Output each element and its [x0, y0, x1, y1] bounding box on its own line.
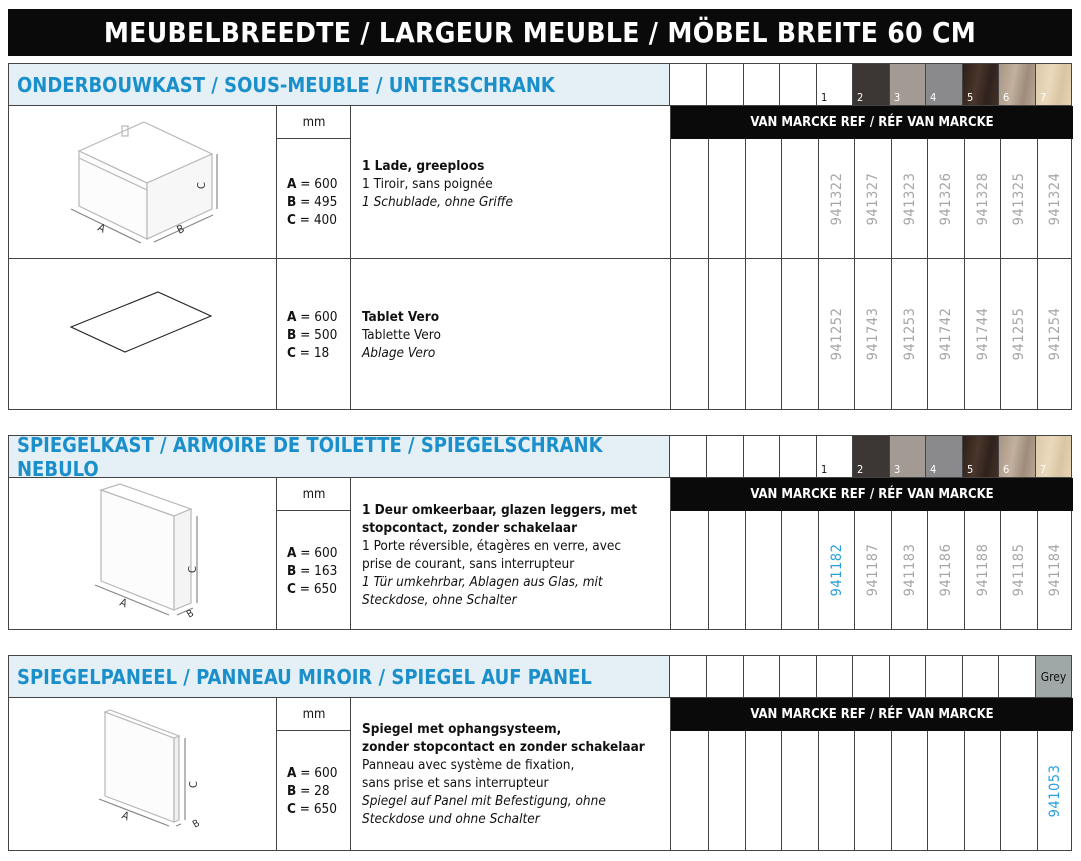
- ref-column-1: [818, 511, 854, 629]
- product-description: [362, 157, 513, 211]
- ref-column-7: [1037, 259, 1072, 409]
- empty-column: [891, 731, 892, 850]
- color-swatch-5: 5: [963, 435, 999, 478]
- color-swatch-2: 2: [853, 435, 890, 478]
- color-swatch-1: 1: [817, 63, 853, 106]
- desc-de: Steckdose und ohne Schalter: [362, 811, 540, 827]
- ref-code: 941254: [1047, 307, 1063, 361]
- ref-column-3: [891, 259, 927, 409]
- empty-column: [745, 731, 746, 850]
- description-cell: [351, 478, 671, 629]
- ref-column-4: [927, 259, 964, 409]
- desc-nl: Spiegel met ophangsysteem,: [362, 721, 562, 737]
- empty-column: [781, 731, 782, 850]
- empty-column: [780, 63, 817, 106]
- empty-column: [707, 63, 744, 106]
- product-row: [8, 478, 1072, 630]
- dim-c: C = 400: [287, 212, 337, 228]
- empty-column: [670, 655, 707, 698]
- svg-text:A: A: [117, 595, 130, 611]
- section-title: SPIEGELKAST / ARMOIRE DE TOILETTE / SPIEGELSCHRANK NEBULO: [8, 435, 670, 478]
- ref-column-4: [927, 139, 964, 258]
- mirror-cabinet-drawing: [9, 478, 277, 630]
- cabinet-drawing: [9, 106, 277, 259]
- empty-column: [818, 731, 819, 850]
- desc-fr: prise de courant, sans interrupteur: [362, 556, 575, 572]
- page-title: MEUBELBREEDTE / LARGEUR MEUBLE / MÖBEL BREITE 60 CM: [8, 9, 1072, 56]
- ref-code: 941182: [828, 543, 845, 597]
- empty-column: [745, 259, 746, 409]
- ref-header: VAN MARCKE REF / RÉF VAN MARCKE: [671, 478, 1073, 511]
- ref-code: 941743: [865, 307, 881, 361]
- svg-text:B: B: [185, 607, 196, 621]
- ref-code: 941183: [901, 543, 918, 597]
- section-title: SPIEGELPANEEL / PANNEAU MIROIR / SPIEGEL AUF PANEL: [8, 655, 670, 698]
- empty-column: [963, 655, 999, 698]
- empty-column: [708, 259, 709, 409]
- section-header: [8, 432, 1072, 481]
- ref-code: 941053: [1047, 764, 1063, 817]
- ref-column-5: [964, 259, 1000, 409]
- ref-code: 941744: [974, 307, 991, 361]
- empty-column: [926, 655, 963, 698]
- mm-header: mm: [277, 478, 351, 511]
- ref-column-1: [818, 259, 854, 409]
- dimensions-cell: [277, 478, 351, 629]
- ref-column-7: [1037, 139, 1072, 258]
- dim-b: B = 28: [287, 783, 330, 799]
- empty-column: [745, 139, 746, 258]
- empty-column: [999, 655, 1036, 698]
- empty-column: [745, 511, 746, 629]
- color-swatch-4: 4: [926, 435, 963, 478]
- dimensions-cell: [277, 106, 351, 258]
- desc-fr: sans prise et sans interrupteur: [362, 775, 549, 791]
- desc-nl: 1 Lade, greeploos: [362, 158, 485, 174]
- desc-fr: 1 Tiroir, sans poignée: [362, 176, 493, 192]
- ref-column-6: [1000, 139, 1037, 258]
- dim-c: C = 650: [287, 801, 337, 817]
- ref-code: 941325: [1011, 172, 1027, 225]
- desc-nl: Tablet Vero: [362, 309, 440, 325]
- section-spiegelpaneel: [8, 655, 1072, 851]
- empty-column: [890, 655, 926, 698]
- desc-nl: stopcontact, zonder schakelaar: [362, 520, 578, 536]
- color-swatch-5: 5: [963, 63, 999, 106]
- ref-column-grey: [1037, 731, 1072, 850]
- dimensions-list: [287, 544, 337, 598]
- dimensions-cell: [277, 698, 351, 850]
- desc-nl: 1 Deur omkeerbaar, glazen leggers, met: [362, 502, 638, 518]
- svg-text:C: C: [186, 566, 199, 573]
- desc-de: 1 Schublade, ohne Griffe: [362, 194, 513, 210]
- section-title: ONDERBOUWKAST / SOUS-MEUBLE / UNTERSCHRANK: [8, 63, 670, 106]
- ref-code: 941326: [938, 172, 954, 225]
- color-swatch-7: 7: [1036, 63, 1072, 106]
- dimensions-list: [287, 308, 337, 362]
- ref-code: 941253: [901, 307, 918, 361]
- ref-code: 941252: [828, 307, 845, 361]
- desc-de: Steckdose, ohne Schalter: [362, 592, 517, 608]
- ref-code: 941186: [938, 543, 954, 597]
- color-swatch-1: 1: [817, 435, 853, 478]
- empty-column: [780, 435, 817, 478]
- empty-column: [708, 139, 709, 258]
- section-spiegelkast: [8, 432, 1072, 630]
- ref-code: 941327: [865, 172, 881, 225]
- empty-column: [854, 731, 855, 850]
- svg-text:B: B: [174, 222, 187, 237]
- dim-a: A = 600: [287, 176, 338, 192]
- ref-column-2: [854, 259, 891, 409]
- color-swatch-3: 3: [890, 63, 926, 106]
- dim-c: C = 650: [287, 581, 337, 597]
- ref-column-2: [854, 139, 891, 258]
- ref-code: 941328: [974, 172, 991, 225]
- ref-column-4: [927, 511, 964, 629]
- description-cell: [351, 106, 671, 258]
- ref-column-1: [818, 139, 854, 258]
- dim-b: B = 163: [287, 563, 338, 579]
- desc-fr: 1 Porte réversible, étagères en verre, avec: [362, 538, 622, 554]
- product-description: [362, 720, 645, 828]
- desc-de: Spiegel auf Panel mit Befestigung, ohne: [362, 793, 606, 809]
- dim-c: C = 18: [287, 345, 330, 361]
- empty-column: [817, 655, 853, 698]
- svg-text:C: C: [195, 182, 208, 189]
- color-swatch-6: 6: [999, 435, 1036, 478]
- ref-column-2: [854, 511, 891, 629]
- description-cell: [351, 259, 671, 409]
- mm-header: mm: [277, 106, 351, 139]
- ref-column-6: [1000, 259, 1037, 409]
- ref-code: 941322: [828, 172, 845, 225]
- dim-b: B = 495: [287, 194, 338, 210]
- desc-nl: zonder stopcontact en zonder schakelaar: [362, 739, 645, 755]
- empty-column: [781, 511, 782, 629]
- desc-fr: Tablette Vero: [362, 327, 441, 343]
- ref-code: 941187: [865, 543, 881, 597]
- product-drawing-cell: [9, 478, 277, 629]
- ref-code: 941324: [1047, 172, 1063, 225]
- empty-column: [708, 511, 709, 629]
- desc-de: 1 Tür umkehrbar, Ablagen aus Glas, mit: [362, 574, 603, 590]
- ref-code: 941185: [1011, 543, 1027, 597]
- tablet-drawing: [9, 259, 277, 410]
- empty-column: [744, 63, 780, 106]
- empty-column: [964, 731, 965, 850]
- desc-fr: Panneau avec système de fixation,: [362, 757, 575, 773]
- empty-column: [853, 655, 890, 698]
- empty-column: [927, 731, 928, 850]
- empty-column: [1000, 731, 1001, 850]
- ref-column-5: [964, 511, 1000, 629]
- color-swatch-7: 7: [1036, 435, 1072, 478]
- dim-b: B = 500: [287, 327, 338, 343]
- product-drawing-cell: [9, 259, 277, 409]
- product-drawing-cell: [9, 106, 277, 258]
- ref-code: 941184: [1047, 543, 1063, 597]
- ref-column-7: [1037, 511, 1072, 629]
- mirror-panel-drawing: [9, 698, 277, 851]
- empty-column: [670, 435, 707, 478]
- description-cell: [351, 698, 671, 850]
- empty-column: [780, 655, 817, 698]
- ref-header: VAN MARCKE REF / RÉF VAN MARCKE: [671, 106, 1073, 139]
- ref-column-5: [964, 139, 1000, 258]
- svg-text:A: A: [119, 808, 132, 824]
- empty-column: [670, 63, 707, 106]
- color-swatch-2: 2: [853, 63, 890, 106]
- empty-column: [744, 435, 780, 478]
- ref-code: 941255: [1011, 307, 1027, 361]
- dim-a: A = 600: [287, 309, 338, 325]
- mm-header: mm: [277, 698, 351, 731]
- product-drawing-cell: [9, 698, 277, 850]
- ref-code: 941742: [938, 307, 954, 361]
- ref-column-3: [891, 511, 927, 629]
- svg-text:A: A: [95, 220, 108, 236]
- dimensions-list: [287, 175, 337, 229]
- product-description: [362, 501, 637, 609]
- empty-column: [744, 655, 780, 698]
- empty-column: [707, 655, 744, 698]
- color-swatch-6: 6: [999, 63, 1036, 106]
- empty-column: [781, 139, 782, 258]
- dim-a: A = 600: [287, 545, 338, 561]
- product-description: [362, 308, 441, 362]
- section-header: [8, 63, 1072, 106]
- dimensions-cell: [277, 259, 351, 409]
- product-row: [8, 259, 1072, 410]
- ref-code: 941323: [901, 172, 918, 225]
- section-header: [8, 655, 1072, 698]
- empty-column: [708, 731, 709, 850]
- empty-column: [781, 259, 782, 409]
- desc-de: Ablage Vero: [362, 345, 436, 361]
- section-onderbouwkast: [8, 63, 1072, 410]
- empty-column: [707, 435, 744, 478]
- product-row: [8, 698, 1072, 851]
- ref-header: VAN MARCKE REF / RÉF VAN MARCKE: [671, 698, 1073, 731]
- svg-text:B: B: [191, 817, 202, 831]
- ref-code: 941188: [974, 543, 991, 597]
- dim-a: A = 600: [287, 765, 338, 781]
- color-swatch-4: 4: [926, 63, 963, 106]
- ref-column-6: [1000, 511, 1037, 629]
- ref-column-3: [891, 139, 927, 258]
- color-swatch-grey: Grey: [1036, 655, 1072, 698]
- color-swatch-3: 3: [890, 435, 926, 478]
- product-row: [8, 106, 1072, 259]
- svg-text:C: C: [187, 781, 200, 788]
- dimensions-list: [287, 764, 337, 818]
